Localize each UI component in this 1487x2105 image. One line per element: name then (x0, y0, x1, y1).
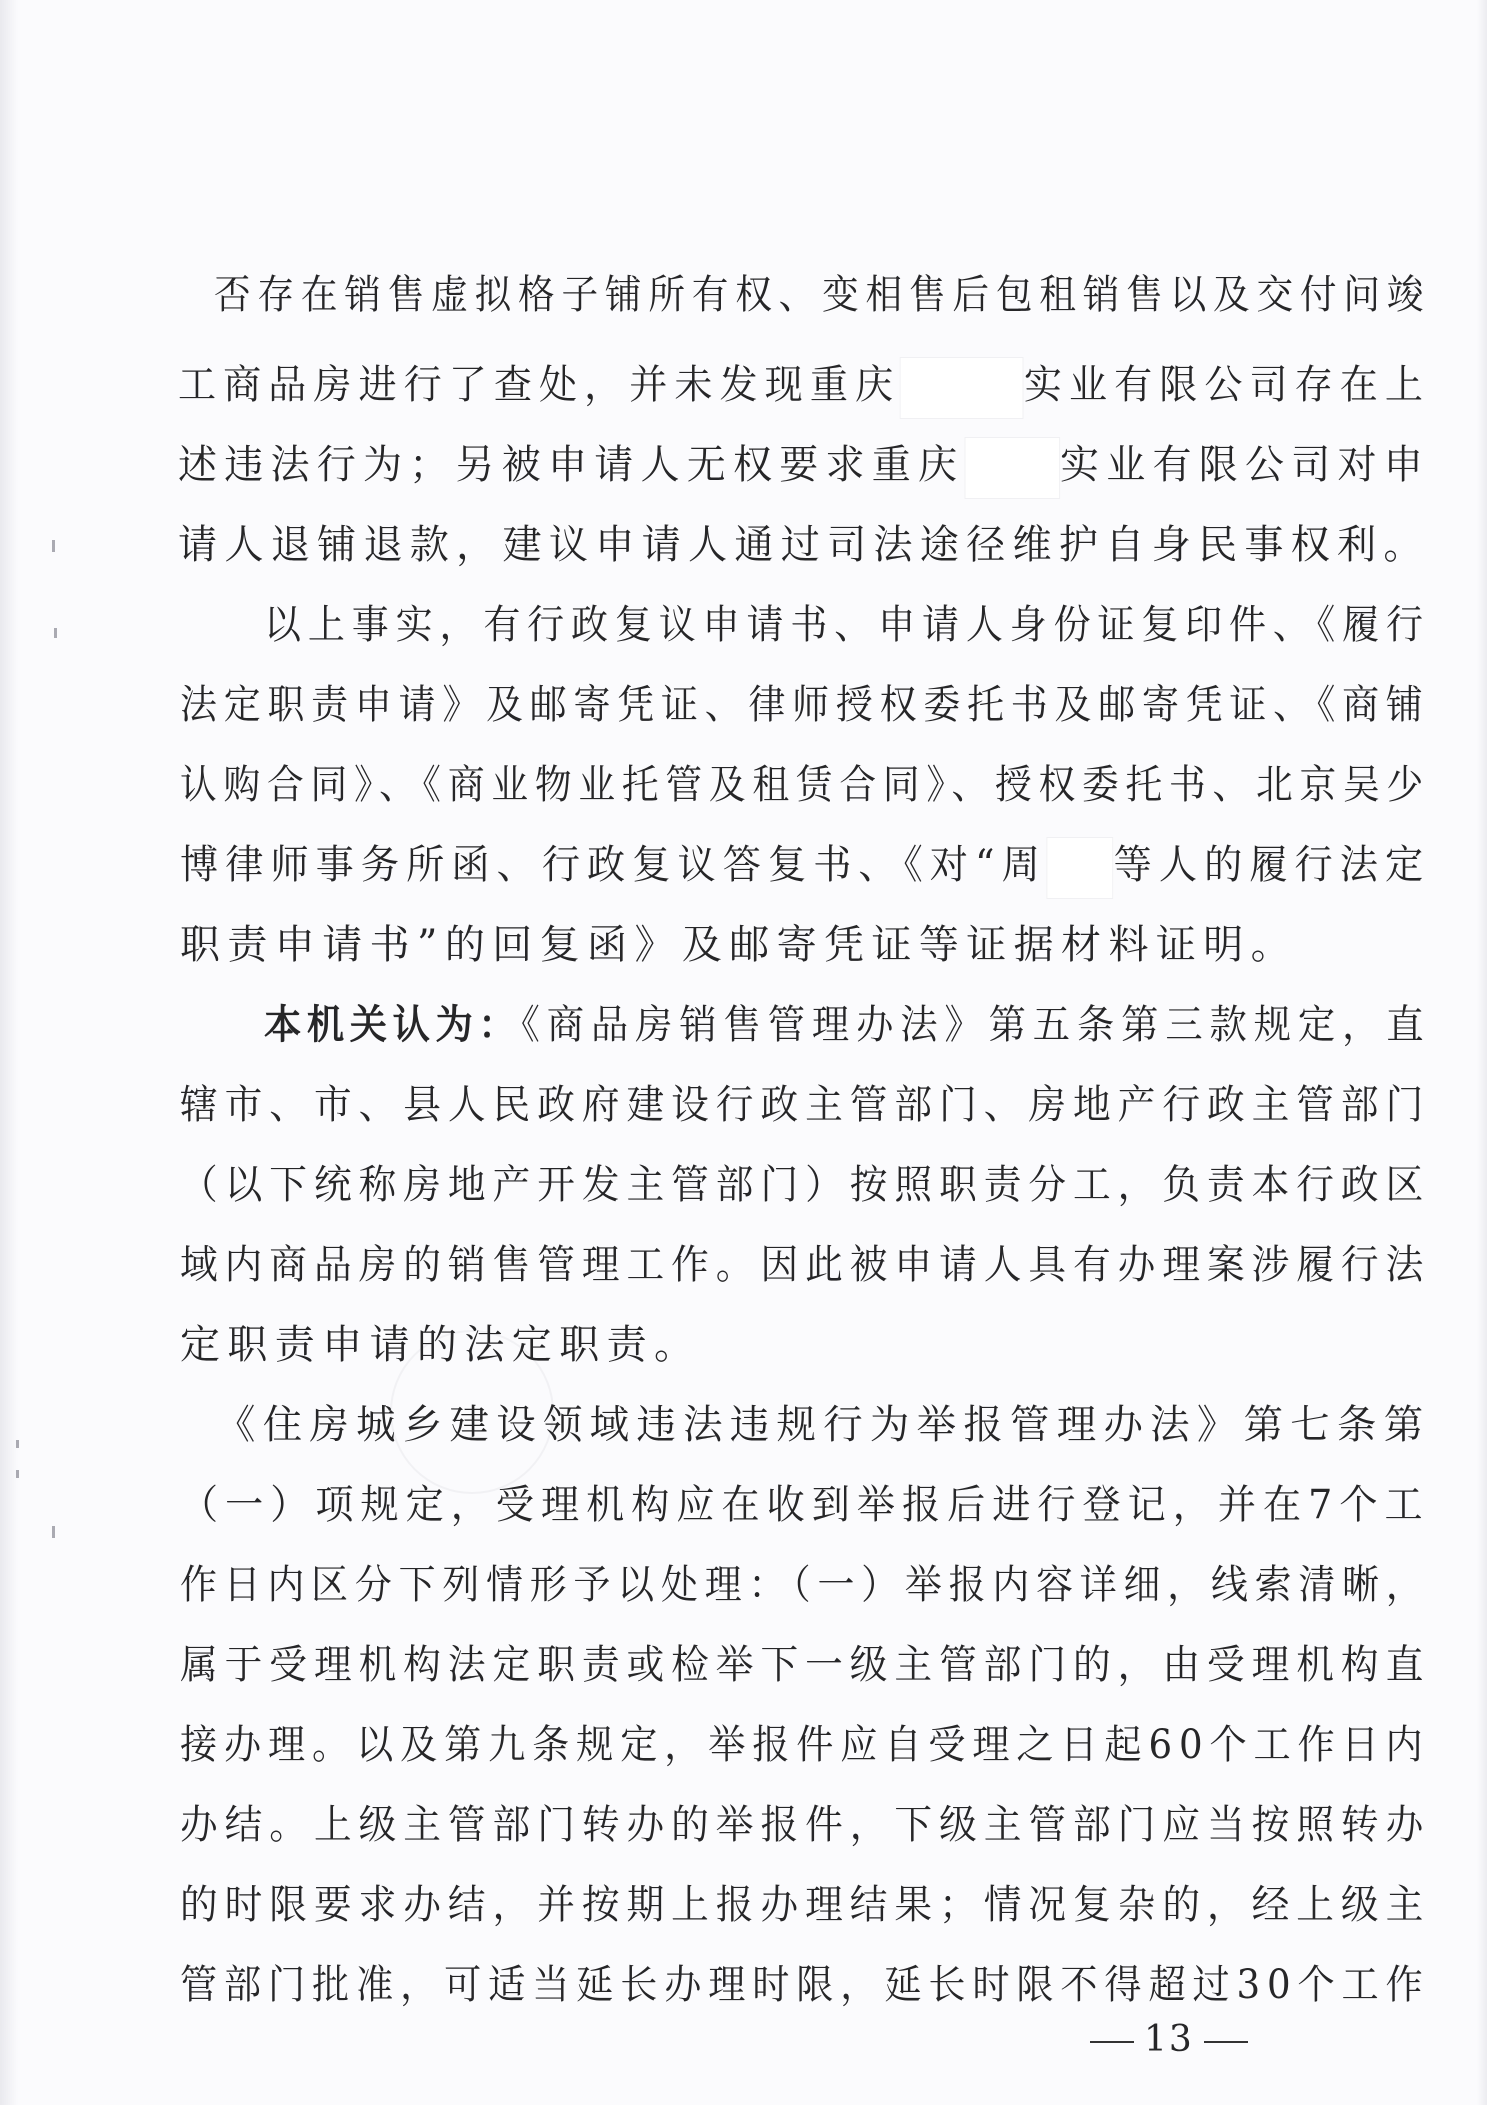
bold-lead-in: 本机关认为： (264, 1002, 522, 1048)
scan-shadow-right (1477, 0, 1487, 2105)
text-run: 实业有限公司对申 (1059, 442, 1430, 488)
text-line (180, 1785, 1430, 1865)
text-line (264, 985, 1430, 1065)
text-run: 办结。上级主管部门转办的举报件，下级主管部门应当按照转办 (180, 1802, 1431, 1848)
text-line (180, 1225, 1430, 1305)
binding-mark (16, 1440, 19, 1448)
text-line (180, 1065, 1430, 1145)
text-run: 定职责申请的法定职责。 (180, 1322, 702, 1368)
text-line (180, 745, 1430, 825)
text-run: 辖市、市、县人民政府建设行政主管部门、房地产行政主管部门 (180, 1082, 1431, 1128)
text-line (180, 665, 1430, 745)
redaction-box (964, 437, 1060, 499)
redaction-box (900, 357, 1024, 419)
text-run: 以上事实，有行政复议申请书、申请人身份证复印件、《履行 (264, 602, 1430, 648)
text-run: 接办理。以及第九条规定，举报件应自受理之日起60个工作日内 (180, 1722, 1430, 1768)
text-line (180, 825, 1430, 905)
text-run: 请人退铺退款，建议申请人通过司法途径维护自身民事权利。 (178, 522, 1430, 568)
text-line (180, 1465, 1430, 1545)
text-run: 否存在销售虚拟格子铺所有权、变相售后包租销售以及交付问竣 (214, 272, 1431, 318)
text-line (178, 345, 1430, 425)
text-run: 述违法行为；另被申请人无权要求重庆 (178, 442, 965, 488)
text-line (180, 1145, 1430, 1225)
text-line (178, 505, 1430, 585)
text-run: 等人的履行法定 (1113, 842, 1431, 888)
page-number (1090, 2018, 1248, 2062)
text-line (180, 1865, 1430, 1945)
text-line (180, 1305, 701, 1385)
text-run: 实业有限公司存在上 (1023, 362, 1431, 408)
text-line (216, 1385, 1430, 1465)
text-line (178, 425, 1430, 505)
text-line (180, 1945, 1430, 2025)
text-run: （以下统称房地产开发主管部门）按照职责分工，负责本行政区 (180, 1162, 1431, 1208)
text-line (214, 255, 1430, 335)
page-number-value: 13 (1144, 2019, 1194, 2060)
text-run: 《住房城乡建设领域违法违规行为举报管理办法》第七条第 (216, 1402, 1431, 1448)
binding-mark (54, 628, 57, 638)
text-run: 《商品房销售管理办法》第五条第三款规定，直 (521, 1002, 1431, 1048)
redaction-box (1047, 837, 1114, 899)
page-number-dash-left (1090, 2041, 1134, 2043)
text-run: 属于受理机构法定职责或检举下一级主管部门的，由受理机构直 (180, 1642, 1431, 1688)
binding-mark (52, 540, 55, 552)
text-run: 管部门批准，可适当延长办理时限，延长时限不得超过30个工作 (180, 1962, 1430, 2008)
text-line (264, 585, 1430, 665)
text-run: 职责申请书”的回复函》及邮寄凭证等证据材料证明。 (180, 922, 1299, 968)
text-run: 工商品房进行了查处，并未发现重庆 (178, 362, 901, 408)
scan-shadow-left (0, 0, 18, 2105)
text-run: 博律师事务所函、行政复议答复书、《对“周 (180, 842, 1047, 888)
binding-mark (16, 1470, 19, 1478)
text-line (180, 905, 1298, 985)
text-run: 域内商品房的销售管理工作。因此被申请人具有办理案涉履行法 (180, 1242, 1431, 1288)
text-line (180, 1545, 1430, 1625)
text-run: 法定职责申请》及邮寄凭证、律师授权委托书及邮寄凭证、《商铺 (180, 682, 1430, 728)
text-line (180, 1625, 1430, 1705)
page-number-dash-right (1204, 2041, 1248, 2043)
text-run: 认购合同》、《商业物业托管及租赁合同》、授权委托书、北京吴少 (180, 762, 1431, 808)
text-run: 作日内区分下列情形予以处理：（一）举报内容详细，线索清晰， (180, 1562, 1430, 1608)
text-line (180, 1705, 1430, 1785)
text-run: 的时限要求办结，并按期上报办理结果；情况复杂的，经上级主 (180, 1882, 1431, 1928)
text-run: （一）项规定，受理机构应在收到举报后进行登记，并在7个工 (180, 1482, 1430, 1528)
binding-mark (52, 1526, 55, 1538)
